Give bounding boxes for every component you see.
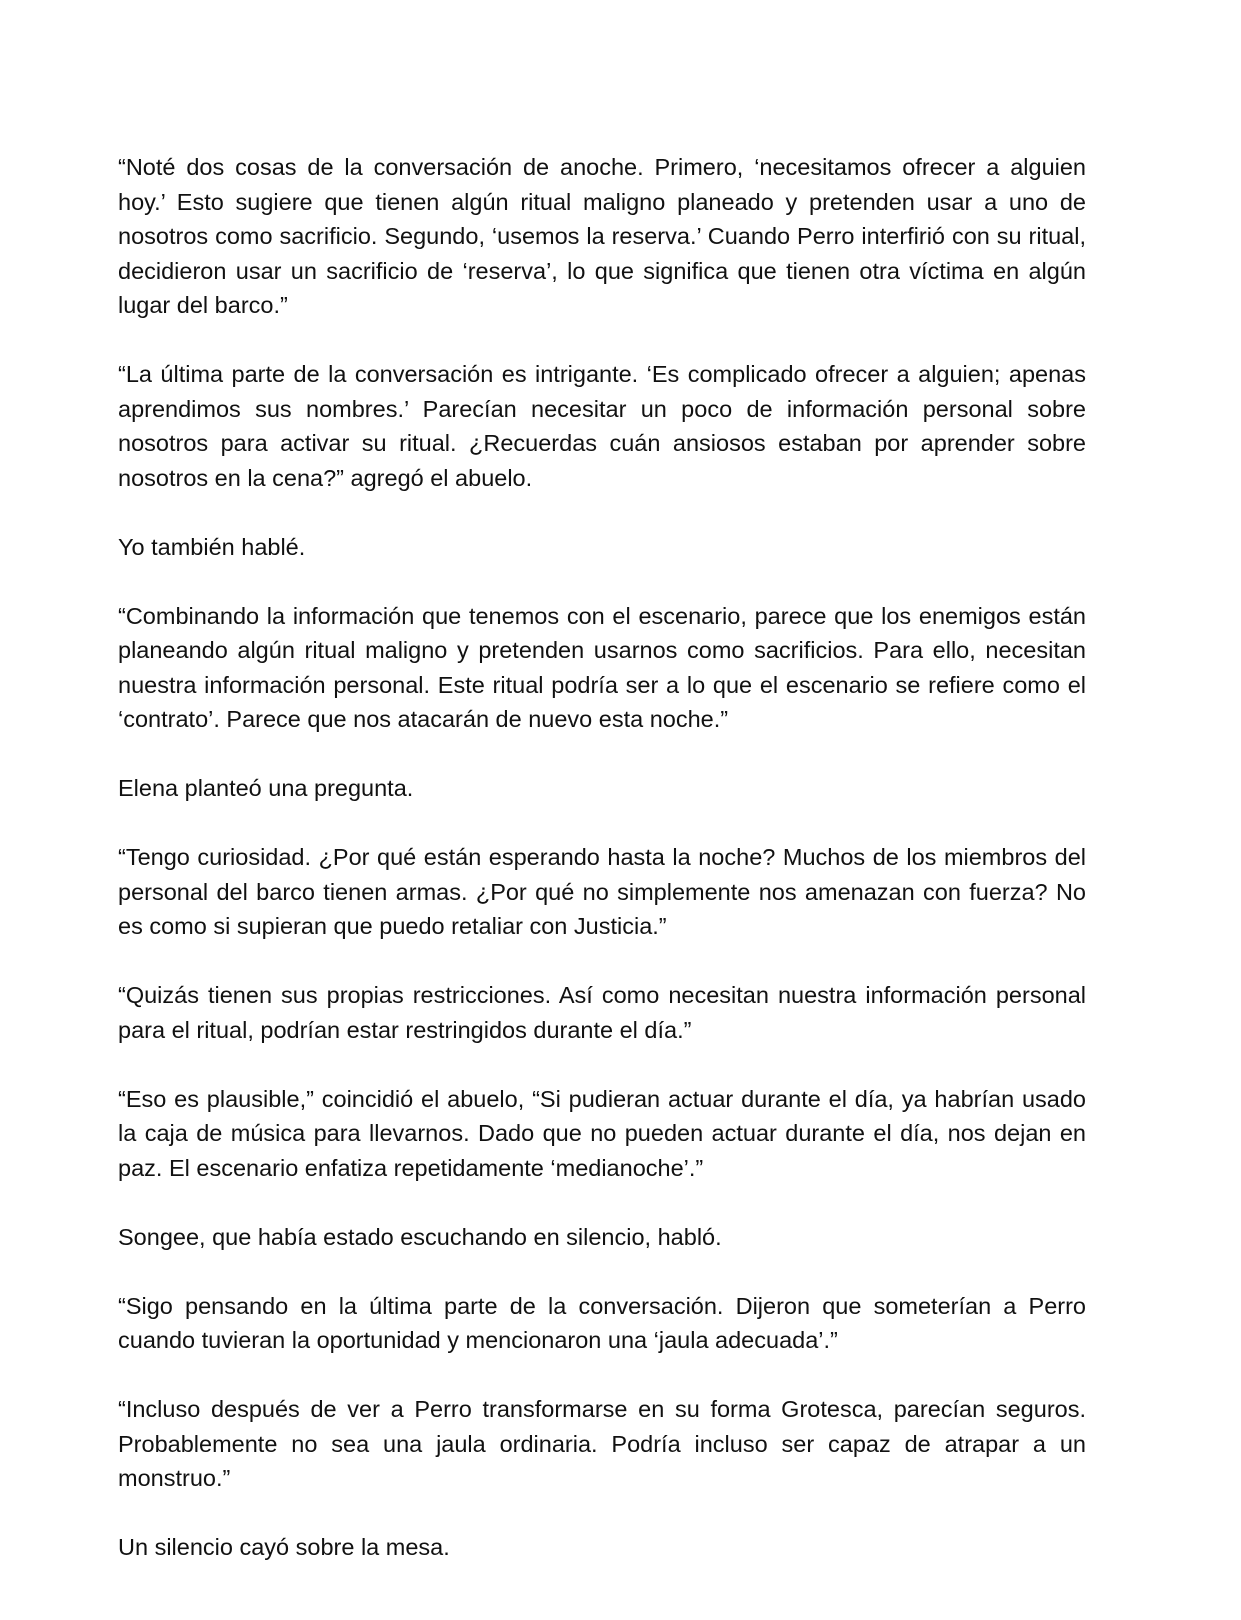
paragraph: Elena planteó una pregunta. bbox=[118, 775, 414, 801]
paragraph: Yo también hablé. bbox=[118, 533, 306, 560]
paragraph: “Sigo pensando en la última parte de la conversación. Dijeron que someterían a Perro cuando tuvieran la oportunidad y mencionaron una ‘jaula adecuada’.” bbox=[118, 1292, 1086, 1353]
paragraph: “Tengo curiosidad. ¿Por qué están esperando hasta la noche? Muchos de los miembros del personal del barco tienen armas. ¿Por qué no simplemente nos amenazan con fuerza? No es como si supieran que puedo retaliar con Justicia.” bbox=[118, 844, 1086, 939]
paragraph: “Quizás tienen sus propias restricciones. Así como necesitan nuestra información personal para el ritual, podrían estar restringidos durante el día.” bbox=[118, 982, 1086, 1043]
body-text bbox=[118, 150, 1086, 1565]
paragraph: Un silencio cayó sobre la mesa. bbox=[118, 1534, 450, 1560]
paragraph: “Combinando la información que tenemos con el escenario, parece que los enemigos están planeando algún ritual maligno y pretenden usarnos como sacrificios. Para ello, necesitan nuestra información personal. Este ritual podría ser a lo que el escenario se refiere como el ‘contrato’. Parece que nos atacarán de nuevo esta noche.” bbox=[118, 602, 1086, 732]
paragraph: “Noté dos cosas de la conversación de anoche. Primero, ‘necesitamos ofrecer a alguien hoy.’ Esto sugiere que tienen algún ritual maligno planeado y pretenden usar a uno de nosotros como sacrificio. Segundo, ‘usemos la reserva.’ Cuando Perro interfirió con su ritual, decidieron usar un sacrificio de ‘reserva’, lo que significa que tienen otra víctima en algún lugar del barco.” bbox=[118, 154, 1086, 318]
paragraph: “Eso es plausible,” coincidió el abuelo, “Si pudieran actuar durante el día, ya habrían usado la caja de música para llevarnos. Dado que no pueden actuar durante el día, nos dejan en paz. El escenario enfatiza repetidamente ‘medianoche’.” bbox=[118, 1085, 1086, 1181]
paragraph: “Incluso después de ver a Perro transformarse en su forma Grotesca, parecían seguros. Probablemente no sea una jaula ordinaria. Podría incluso ser capaz de atrapar a un monstruo.” bbox=[118, 1396, 1086, 1491]
paragraph: “La última parte de la conversación es intrigante. ‘Es complicado ofrecer a alguien; apenas aprendimos sus nombres.’ Parecían necesitar un poco de información personal sobre nosotros para activar su ritual. ¿Recuerdas cuán ansiosos estaban por aprender sobre nosotros en la cena?” agregó el abuelo. bbox=[118, 361, 1086, 491]
paragraph: Songee, que había estado escuchando en silencio, habló. bbox=[118, 1223, 722, 1250]
